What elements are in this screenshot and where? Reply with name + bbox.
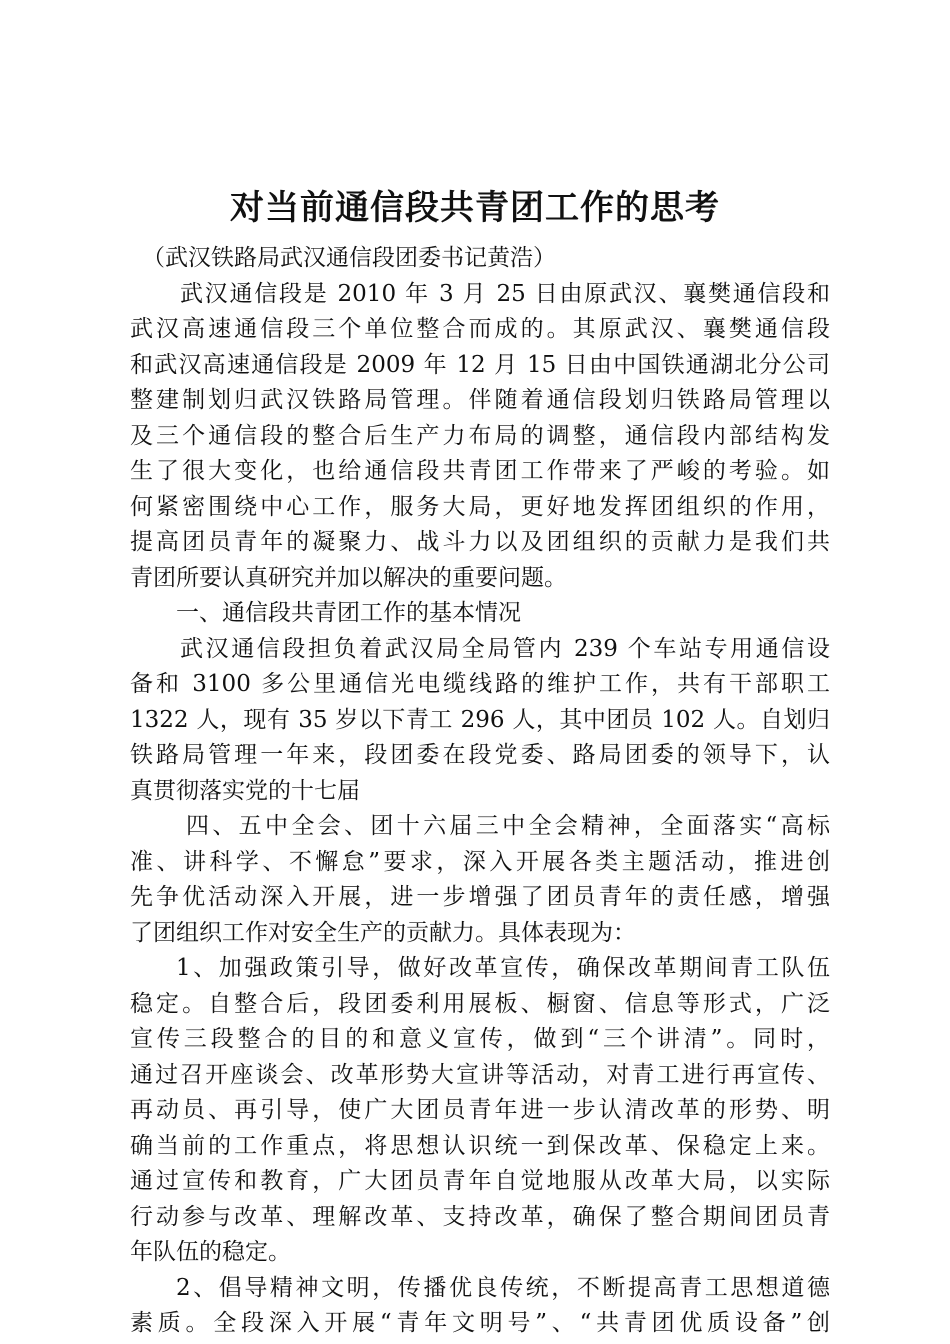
paragraph-line: 备和 3100 多公里通信光电缆线路的维护工作，共有干部职工 bbox=[130, 671, 830, 697]
paragraph-line: 行动参与改革、理解改革、支持改革，确保了整合期间团员青 bbox=[130, 1203, 830, 1230]
paragraph-line: 先争优活动深入开展，进一步增强了团员青年的责任感，增强 bbox=[130, 884, 830, 910]
section-heading: 一、通信段共青团工作的基本情况 bbox=[176, 600, 521, 626]
paragraph-line: 2、倡导精神文明，传播优良传统，不断提高青工思想道德 bbox=[176, 1274, 830, 1301]
document-title: 对当前通信段共青团工作的思考 bbox=[230, 188, 720, 228]
paragraph-line: 年队伍的稳定。 bbox=[130, 1239, 291, 1265]
author-line: （武汉铁路局武汉通信段团委书记黄浩） bbox=[142, 245, 556, 271]
paragraph-line: 真贯彻落实党的十七届 bbox=[130, 777, 360, 804]
paragraph-line: 提高团员青年的凝聚力、战斗力以及团组织的贡献力是我们共 bbox=[130, 529, 830, 555]
paragraph-line: 宣传三段整合的目的和意义宣传，做到“三个讲清”。同时， bbox=[130, 1026, 830, 1052]
paragraph-line: 1、加强政策引导，做好改革宣传，确保改革期间青工队伍 bbox=[176, 955, 830, 981]
paragraph-line: 准、讲科学、不懈怠”要求，深入开展各类主题活动，推进创 bbox=[130, 848, 830, 875]
paragraph-line: 了团组织工作对安全生产的贡献力。具体表现为： bbox=[130, 919, 636, 946]
paragraph-line: 确当前的工作重点，将思想认识统一到保改革、保稳定上来。 bbox=[130, 1132, 830, 1159]
paragraph-line: 及三个通信段的整合后生产力布局的调整，通信段内部结构发 bbox=[130, 422, 830, 449]
paragraph-line: 铁路局管理一年来，段团委在段党委、路局团委的领导下，认 bbox=[130, 742, 830, 768]
paragraph-line: 武汉高速通信段三个单位整合而成的。其原武汉、襄樊通信段 bbox=[130, 316, 830, 342]
paragraph-line: 素质。全段深入开展“青年文明号”、“共青团优质设备”创 bbox=[130, 1310, 830, 1336]
paragraph-line: 1322 人，现有 35 岁以下青工 296 人，其中团员 102 人。自划归 bbox=[130, 706, 830, 733]
paragraph-line: 生了很大变化，也给通信段共青团工作带来了严峻的考验。如 bbox=[130, 458, 830, 484]
paragraph-line: 稳定。自整合后，段团委利用展板、橱窗、信息等形式，广泛 bbox=[130, 990, 830, 1017]
document-body bbox=[130, 241, 830, 1342]
paragraph-line: 通过宣传和教育，广大团员青年自觉地服从改革大局，以实际 bbox=[130, 1168, 830, 1194]
paragraph-line: 和武汉高速通信段是 2009 年 12 月 15 日由中国铁通湖北分公司 bbox=[130, 351, 830, 378]
paragraph-line: 再动员、再引导，使广大团员青年进一步认清改革的形势、明 bbox=[130, 1097, 830, 1123]
paragraph-line: 通过召开座谈会、改革形势大宣讲等活动，对青工进行再宣传、 bbox=[130, 1061, 830, 1088]
paragraph-line: 武汉通信段担负着武汉局全局管内 239 个车站专用通信设 bbox=[180, 635, 830, 662]
paragraph-line: 武汉通信段是 2010 年 3 月 25 日由原武汉、襄樊通信段和 bbox=[180, 280, 830, 307]
paragraph-line: 整建制划归武汉铁路局管理。伴随着通信段划归铁路局管理以 bbox=[130, 387, 830, 413]
paragraph-line: 青团所要认真研究并加以解决的重要问题。 bbox=[130, 564, 567, 591]
paragraph-line: 何紧密围绕中心工作，服务大局，更好地发挥团组织的作用， bbox=[130, 493, 830, 520]
paragraph-line: 四、五中全会、团十六届三中全会精神，全面落实“高标 bbox=[186, 813, 830, 839]
